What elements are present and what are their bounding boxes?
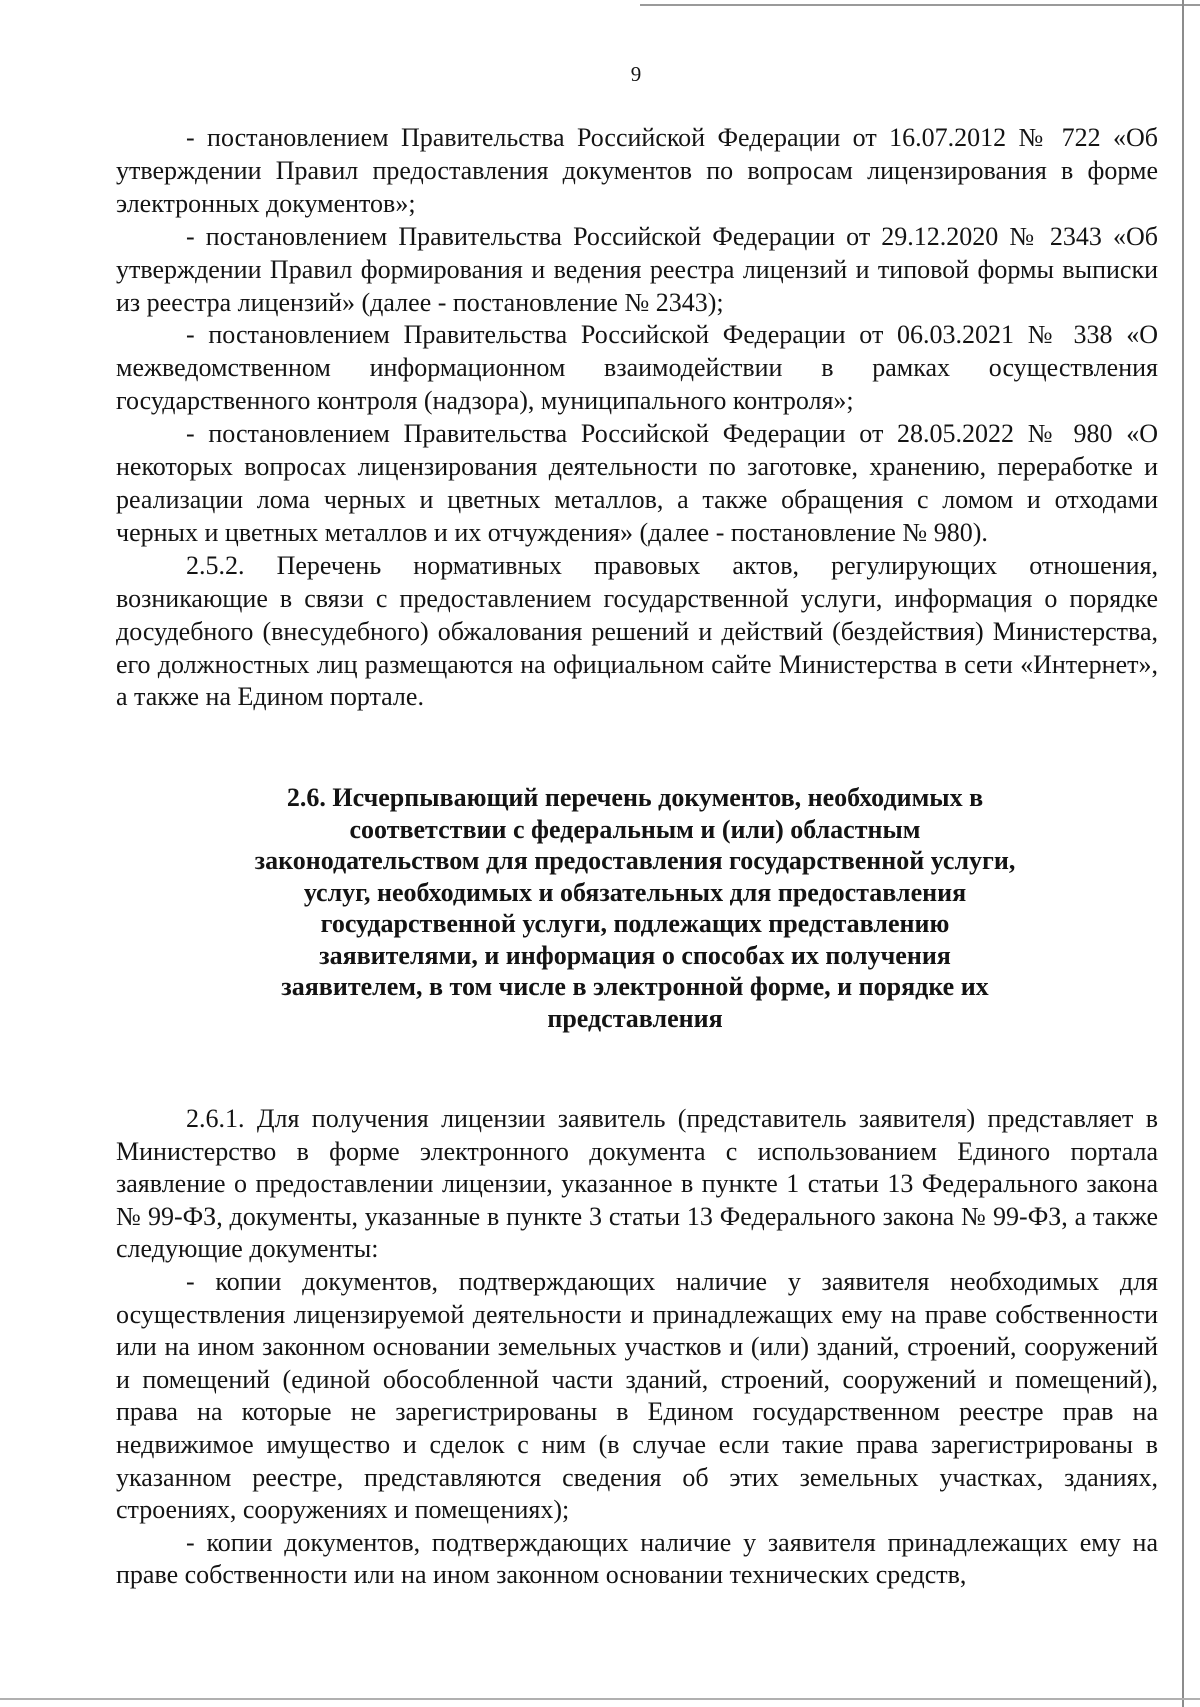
paragraph: - постановлением Правительства Российской Федерации от 28.05.2022 № 980 «О некоторых вопросах лицензирования деятельности по заготовке, хранению, переработке и реализации лома черных и цветных металлов, а также обращения с ломом и отходами черных и цветных металлов и их отчуждения» (далее - постановление № 980). [116,419,1158,547]
paragraph: - постановлением Правительства Российской Федерации от 06.03.2021 № 338 «О межведомственном информационном взаимодействии в рамках осуществления государственного контроля (надзора), муниципального контроля»; [116,320,1158,416]
body-text-top [116,122,1158,714]
section-heading: 2.6. Исчерпывающий перечень документов, необходимых в соответствии с федеральным и (или) областным законодательством для предоставления государственной услуги, услуг, необходимых и обязательных для предоставления государственной услуги, подлежащих представлению заявителями, и информация о способах их получения заявителем, в том числе в электронной форме, и порядке их представления [254,783,1016,1033]
scan-edge-top [640,4,1200,6]
paragraph: - копии документов, подтверждающих наличие у заявителя принадлежащих ему на праве собственности или на ином законном основании технических средств, [116,1527,1158,1590]
scan-edge-right [1182,0,1184,1707]
scan-edge-bottom [0,1698,1200,1700]
page-number: 9 [630,62,642,86]
body-text-bottom [116,1103,1158,1592]
paragraph: - копии документов, подтверждающих наличие у заявителя необходимых для осуществления лицензируемой деятельности и принадлежащих ему на праве собственности или на ином законном основании земельных участков и (или) зданий, строений, сооружений и помещений (единой обособленной части зданий, строений, сооружений и помещений), права на которые не зарегистрированы в Едином государственном реестре прав на недвижимое имущество и сделок с ним (в случае если такие права зарегистрированы в указанном реестре, представляются сведения об этих земельных участках, зданиях, строениях, сооружениях и помещениях); [116,1266,1158,1525]
paragraph: - постановлением Правительства Российской Федерации от 16.07.2012 № 722 «Об утверждении Правил предоставления документов по вопросам лицензирования в форме электронных документов»; [116,123,1158,218]
paragraph: - постановлением Правительства Российской Федерации от 29.12.2020 № 2343 «Об утверждении Правил формирования и ведения реестра лицензий и типовой формы выписки из реестра лицензий» (далее - постановление № 2343); [116,221,1158,317]
paragraph: 2.6.1. Для получения лицензии заявитель (представитель заявителя) представляет в Министерство в форме электронного документа с использованием Единого портала заявление о предоставлении лицензии, указанное в пункте 1 статьи 13 Федерального закона № 99-ФЗ, документы, указанные в пункте 3 статьи 13 Федерального закона № 99-ФЗ, а также следующие документы: [116,1104,1158,1264]
paragraph: 2.5.2. Перечень нормативных правовых актов, регулирующих отношения, возникающие в связи с предоставлением государственной услуги, информация о порядке досудебного (внесудебного) обжалования решений и действий (бездействия) Министерства, его должностных лиц размещаются на официальном сайте Министерства в сети «Интернет», а также на Едином портале. [116,550,1158,712]
